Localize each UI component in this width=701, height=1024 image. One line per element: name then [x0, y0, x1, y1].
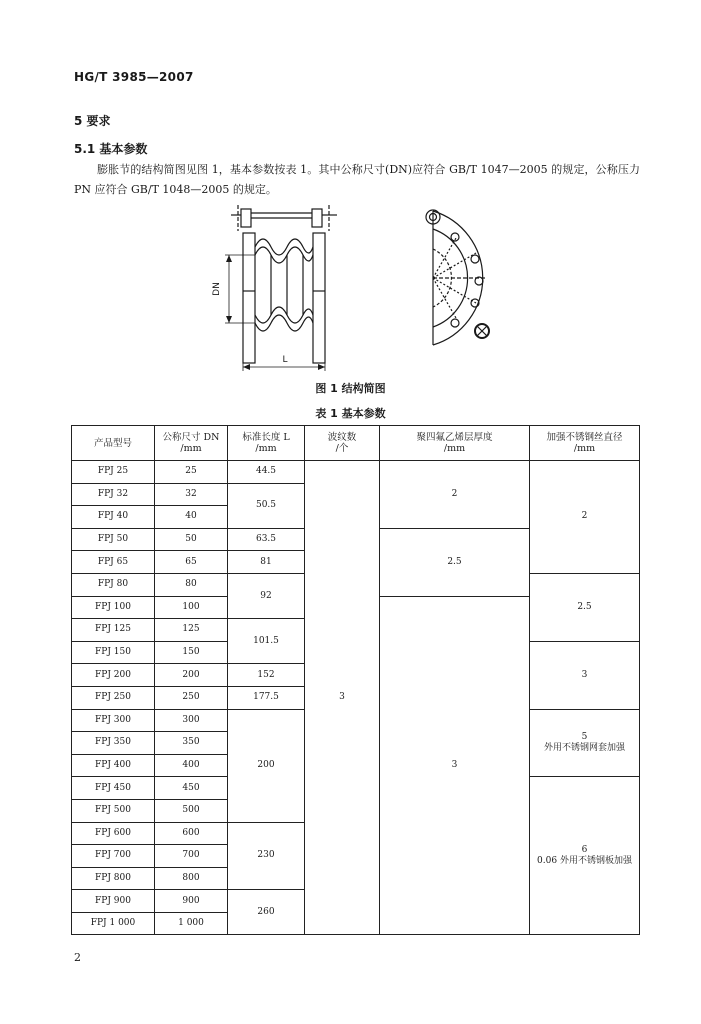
page-number: 2	[74, 951, 81, 964]
dn-cell: 40	[155, 506, 228, 529]
body-paragraph: 膨胀节的结构简图见图 1，基本参数按表 1。其中公称尺寸(DN)应符合 GB/T 1047—2005 的规定，公称压力 PN 应符合 GB/T 1048—2005 的规定。	[74, 163, 640, 196]
header-cell: 公称尺寸 DN /mm	[155, 426, 228, 461]
model-cell: FPJ 450	[72, 777, 155, 800]
wire-cell: 2.5	[530, 573, 640, 641]
dn-cell: 65	[155, 551, 228, 574]
length-cell: 50.5	[228, 483, 305, 528]
dn-cell: 100	[155, 596, 228, 619]
model-cell: FPJ 80	[72, 573, 155, 596]
ptfe-cell: 2	[380, 461, 530, 529]
length-cell: 101.5	[228, 619, 305, 664]
dn-cell: 250	[155, 686, 228, 709]
model-cell: FPJ 300	[72, 709, 155, 732]
header-cell: 标准长度 L /mm	[228, 426, 305, 461]
expansion-joint-side-view	[205, 203, 365, 373]
model-cell: FPJ 350	[72, 732, 155, 755]
wire-cell: 5 外用不锈钢网套加强	[530, 709, 640, 777]
basic-parameters-table	[71, 425, 640, 935]
dn-cell: 300	[155, 709, 228, 732]
dn-cell: 800	[155, 867, 228, 890]
dn-cell: 80	[155, 573, 228, 596]
model-cell: FPJ 50	[72, 528, 155, 551]
dn-cell: 400	[155, 754, 228, 777]
l-label: L	[282, 355, 288, 365]
section-title: 5 要求	[74, 114, 111, 128]
model-cell: FPJ 700	[72, 845, 155, 868]
wire-cell: 2	[530, 461, 640, 574]
dn-cell: 500	[155, 799, 228, 822]
dn-cell: 125	[155, 619, 228, 642]
dn-cell: 900	[155, 890, 228, 913]
dn-cell: 1 000	[155, 912, 228, 935]
length-cell: 44.5	[228, 461, 305, 484]
model-cell: FPJ 100	[72, 596, 155, 619]
model-cell: FPJ 800	[72, 867, 155, 890]
model-cell: FPJ 65	[72, 551, 155, 574]
subsection-title: 5.1 基本参数	[74, 142, 148, 156]
figure-caption: 图 1 结构简图	[315, 382, 386, 395]
dn-cell: 150	[155, 641, 228, 664]
dn-label: DN	[212, 282, 222, 296]
length-cell: 81	[228, 551, 305, 574]
waves-cell: 3	[305, 461, 380, 935]
dn-cell: 32	[155, 483, 228, 506]
standard-code: HG/T 3985—2007	[74, 70, 194, 84]
dn-cell: 200	[155, 664, 228, 687]
model-cell: FPJ 200	[72, 664, 155, 687]
ptfe-cell: 2.5	[380, 528, 530, 596]
ptfe-cell: 3	[380, 596, 530, 935]
length-cell: 92	[228, 573, 305, 618]
table-header-row	[72, 426, 640, 461]
dn-cell: 25	[155, 461, 228, 484]
wire-cell: 3	[530, 641, 640, 709]
header-cell: 加强不锈钢丝直径 /mm	[530, 426, 640, 461]
model-cell: FPJ 1 000	[72, 912, 155, 935]
header-cell: 聚四氟乙烯层厚度 /mm	[380, 426, 530, 461]
model-cell: FPJ 40	[72, 506, 155, 529]
length-cell: 230	[228, 822, 305, 890]
model-cell: FPJ 32	[72, 483, 155, 506]
length-cell: 63.5	[228, 528, 305, 551]
header-cell: 产品型号	[72, 426, 155, 461]
dn-cell: 600	[155, 822, 228, 845]
dn-cell: 450	[155, 777, 228, 800]
flange-end-view	[418, 203, 508, 353]
table-caption: 表 1 基本参数	[315, 407, 386, 420]
model-cell: FPJ 150	[72, 641, 155, 664]
model-cell: FPJ 125	[72, 619, 155, 642]
model-cell: FPJ 25	[72, 461, 155, 484]
length-cell: 152	[228, 664, 305, 687]
model-cell: FPJ 600	[72, 822, 155, 845]
model-cell: FPJ 900	[72, 890, 155, 913]
table-row	[72, 461, 640, 484]
dn-cell: 350	[155, 732, 228, 755]
dn-cell: 700	[155, 845, 228, 868]
model-cell: FPJ 400	[72, 754, 155, 777]
length-cell: 177.5	[228, 686, 305, 709]
length-cell: 200	[228, 709, 305, 822]
model-cell: FPJ 250	[72, 686, 155, 709]
dn-cell: 50	[155, 528, 228, 551]
header-cell: 波纹数 /个	[305, 426, 380, 461]
length-cell: 260	[228, 890, 305, 935]
model-cell: FPJ 500	[72, 799, 155, 822]
wire-cell: 6 0.06 外用不锈钢板加强	[530, 777, 640, 935]
